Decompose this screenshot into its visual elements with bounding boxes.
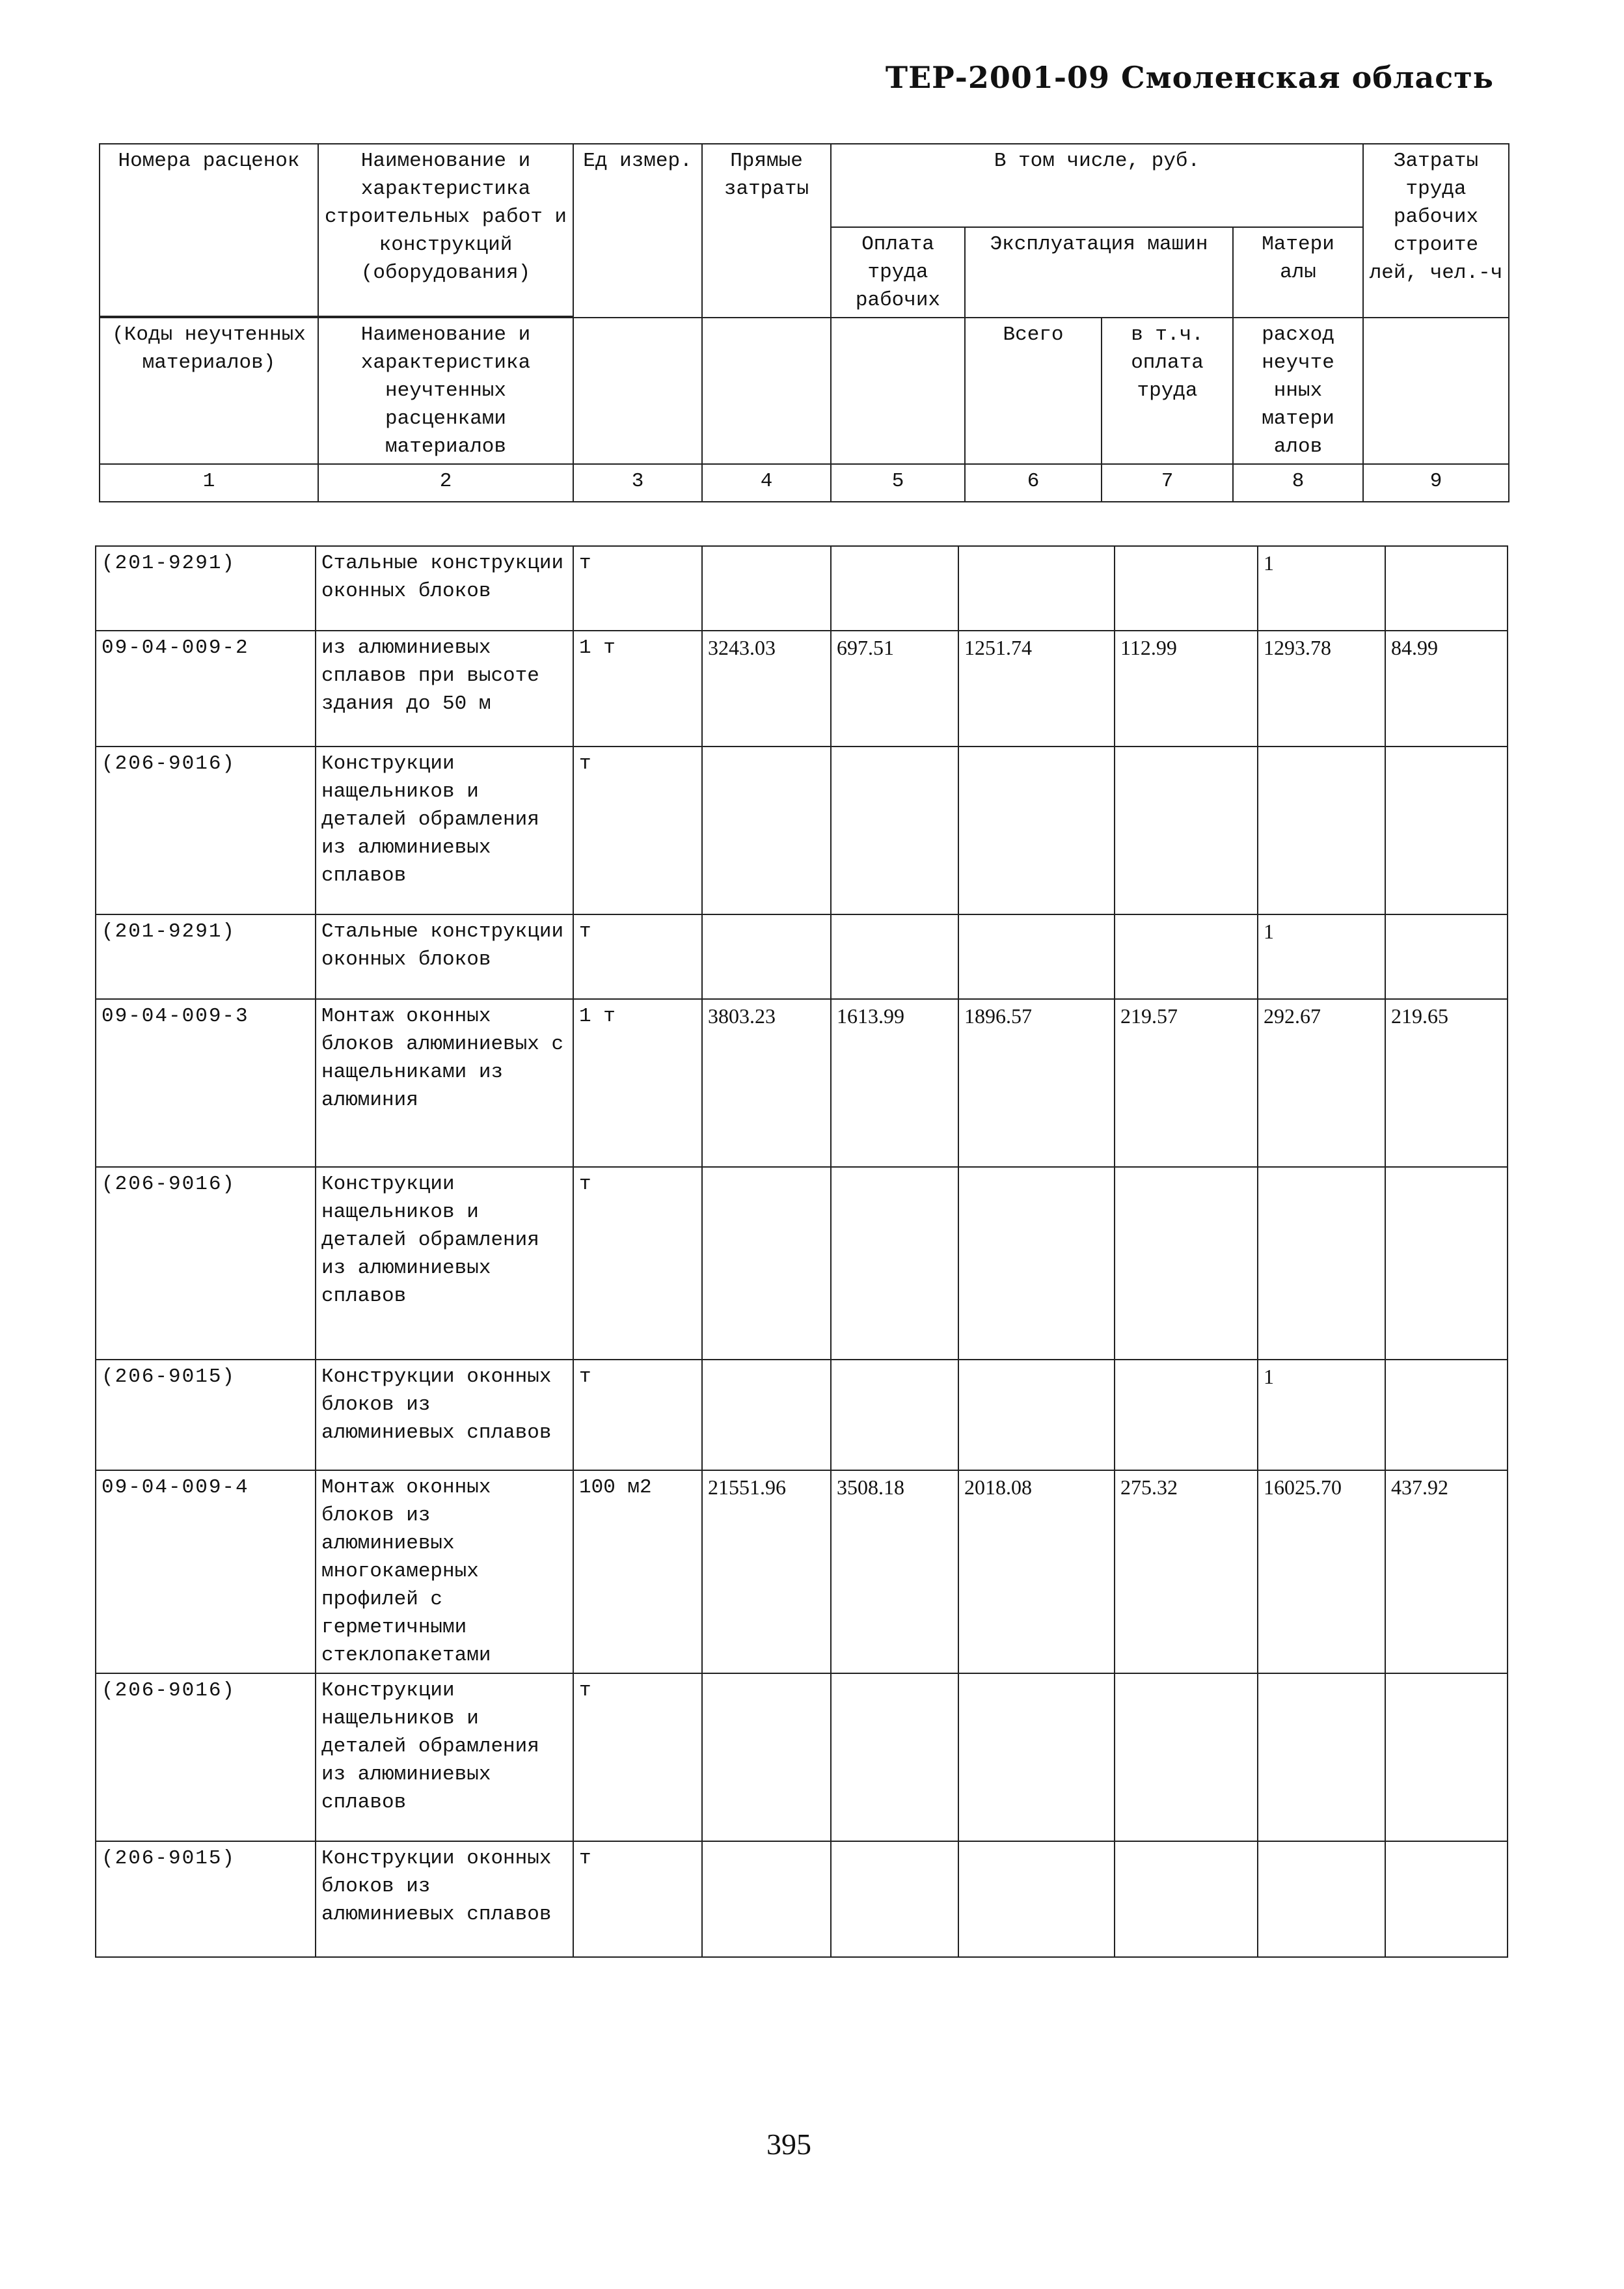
header-col4-cont xyxy=(702,318,831,464)
header-col7: в т.ч. оплата труда xyxy=(1102,318,1233,464)
cell-direct: 3243.03 xyxy=(702,631,831,747)
cell-labor-hours: 219.65 xyxy=(1385,999,1508,1167)
cell-code: (206-9016) xyxy=(96,1167,316,1360)
column-number: 2 xyxy=(318,464,573,502)
column-number: 4 xyxy=(702,464,831,502)
cell-unit: т xyxy=(573,1673,702,1841)
cell-labor xyxy=(831,914,958,999)
column-number: 6 xyxy=(965,464,1102,502)
header-col6: Всего xyxy=(965,318,1102,464)
table-row xyxy=(96,1167,1508,1360)
cell-name: Монтаж оконных блоков алюминиевых с нащельниками из алюминия xyxy=(316,999,573,1167)
header-col1-spacer xyxy=(100,227,318,316)
cell-machines-labor xyxy=(1115,1167,1258,1360)
column-number: 3 xyxy=(573,464,702,502)
header-col8-bottom: расход неучте нных матери алов xyxy=(1233,318,1363,464)
cell-code: 09-04-009-3 xyxy=(96,999,316,1167)
column-number: 7 xyxy=(1102,464,1233,502)
cell-materials: 16025.70 xyxy=(1258,1470,1385,1673)
cell-materials xyxy=(1258,1167,1385,1360)
cell-machines-labor xyxy=(1115,1360,1258,1470)
cell-code: (201-9291) xyxy=(96,914,316,999)
column-number: 1 xyxy=(100,464,318,502)
table-row xyxy=(96,914,1508,999)
cell-labor xyxy=(831,747,958,914)
cell-unit: 1 т xyxy=(573,631,702,747)
cell-direct xyxy=(702,1841,831,1957)
document-title: ТЕР-2001-09 Смоленская область xyxy=(885,60,1494,95)
cell-name: Конструкции нащельников и деталей обрамления из алюминиевых сплавов xyxy=(316,747,573,914)
cell-name: Конструкции нащельников и деталей обрамления из алюминиевых сплавов xyxy=(316,1167,573,1360)
page-number: 395 xyxy=(766,2128,811,2161)
cell-code: (206-9016) xyxy=(96,1673,316,1841)
cell-materials xyxy=(1258,1841,1385,1957)
header-table xyxy=(99,143,1509,502)
cell-labor-hours xyxy=(1385,1167,1508,1360)
cell-direct: 3803.23 xyxy=(702,999,831,1167)
cell-machines xyxy=(958,1673,1115,1841)
cell-unit: т xyxy=(573,747,702,914)
cell-name: из алюминиевых сплавов при высоте здания до 50 м xyxy=(316,631,573,747)
table-row xyxy=(96,1673,1508,1841)
table-row xyxy=(96,747,1508,914)
cell-labor-hours xyxy=(1385,1673,1508,1841)
cell-materials: 1 xyxy=(1258,914,1385,999)
header-col3: Ед измер. xyxy=(573,144,702,318)
cell-code: 09-04-009-2 xyxy=(96,631,316,747)
cell-machines-labor: 275.32 xyxy=(1115,1470,1258,1673)
cell-name: Стальные конструкции оконных блоков xyxy=(316,546,573,631)
table-row xyxy=(96,1360,1508,1470)
cell-machines xyxy=(958,546,1115,631)
cell-labor xyxy=(831,1673,958,1841)
header-col4: Прямые затраты xyxy=(702,144,831,318)
cell-direct xyxy=(702,1673,831,1841)
cell-labor: 697.51 xyxy=(831,631,958,747)
cell-machines-labor xyxy=(1115,546,1258,631)
table-row xyxy=(96,1470,1508,1673)
cell-labor-hours xyxy=(1385,546,1508,631)
cell-unit: т xyxy=(573,1167,702,1360)
cell-direct xyxy=(702,546,831,631)
cell-labor xyxy=(831,1167,958,1360)
cell-machines xyxy=(958,1841,1115,1957)
cell-labor-hours: 437.92 xyxy=(1385,1470,1508,1673)
table-row xyxy=(96,546,1508,631)
cell-machines xyxy=(958,1360,1115,1470)
cell-machines-labor xyxy=(1115,914,1258,999)
cell-code: (206-9016) xyxy=(96,747,316,914)
cell-unit: 1 т xyxy=(573,999,702,1167)
header-col8-top: Матери алы xyxy=(1233,227,1363,318)
cell-machines xyxy=(958,1167,1115,1360)
cell-materials: 292.67 xyxy=(1258,999,1385,1167)
cell-direct xyxy=(702,914,831,999)
cell-name: Конструкции оконных блоков из алюминиевых сплавов xyxy=(316,1360,573,1470)
cell-code: (201-9291) xyxy=(96,546,316,631)
table-row xyxy=(96,999,1508,1167)
header-col2-top: Наименование и характеристика строительных работ и конструкций (оборудования) xyxy=(318,144,573,316)
cell-direct xyxy=(702,1167,831,1360)
header-col1-bottom: (Коды неучтенных материалов) xyxy=(100,318,318,464)
cell-machines: 1251.74 xyxy=(958,631,1115,747)
table-row xyxy=(96,631,1508,747)
cell-code: (206-9015) xyxy=(96,1360,316,1470)
cell-unit: т xyxy=(573,1841,702,1957)
column-numbers-row xyxy=(100,464,1509,502)
column-number: 5 xyxy=(831,464,965,502)
cell-materials xyxy=(1258,1673,1385,1841)
cell-direct xyxy=(702,1360,831,1470)
header-col1-top: Номера расценок xyxy=(100,144,318,227)
header-col9: Затраты труда рабочих строите лей, чел.-ч xyxy=(1363,144,1509,318)
header-col5: Оплата труда рабочих xyxy=(831,227,965,318)
cell-direct: 21551.96 xyxy=(702,1470,831,1673)
cell-labor-hours xyxy=(1385,1360,1508,1470)
cell-machines-labor: 112.99 xyxy=(1115,631,1258,747)
cell-unit: т xyxy=(573,1360,702,1470)
header-col9-cont xyxy=(1363,318,1509,464)
cell-machines-labor xyxy=(1115,1841,1258,1957)
cell-name: Стальные конструкции оконных блоков xyxy=(316,914,573,999)
column-number: 9 xyxy=(1363,464,1509,502)
cell-name: Конструкции нащельников и деталей обрамления из алюминиевых сплавов xyxy=(316,1673,573,1841)
header-col2-bottom: Наименование и характеристика неучтенных расценками материалов xyxy=(318,318,573,464)
cell-materials: 1293.78 xyxy=(1258,631,1385,747)
cell-direct xyxy=(702,747,831,914)
cell-code: (206-9015) xyxy=(96,1841,316,1957)
cell-name: Монтаж оконных блоков из алюминиевых многокамерных профилей с герметичными стеклопакетами xyxy=(316,1470,573,1673)
cell-labor-hours xyxy=(1385,747,1508,914)
cell-code: 09-04-009-4 xyxy=(96,1470,316,1673)
table-row xyxy=(96,1841,1508,1957)
cell-materials: 1 xyxy=(1258,546,1385,631)
cell-labor: 1613.99 xyxy=(831,999,958,1167)
rates-table xyxy=(95,545,1508,1958)
header-col5-cont xyxy=(831,318,965,464)
cell-labor xyxy=(831,1841,958,1957)
cell-unit: т xyxy=(573,546,702,631)
cell-machines: 1896.57 xyxy=(958,999,1115,1167)
cell-machines-labor xyxy=(1115,1673,1258,1841)
cell-machines xyxy=(958,747,1115,914)
cell-labor-hours xyxy=(1385,914,1508,999)
cell-labor xyxy=(831,1360,958,1470)
cell-materials: 1 xyxy=(1258,1360,1385,1470)
cell-machines-labor xyxy=(1115,747,1258,914)
cell-labor-hours: 84.99 xyxy=(1385,631,1508,747)
header-machines: Эксплуатация машин xyxy=(965,227,1233,318)
header-group: В том числе, руб. xyxy=(831,144,1363,227)
cell-name: Конструкции оконных блоков из алюминиевых сплавов xyxy=(316,1841,573,1957)
cell-machines xyxy=(958,914,1115,999)
cell-machines-labor: 219.57 xyxy=(1115,999,1258,1167)
cell-labor: 3508.18 xyxy=(831,1470,958,1673)
cell-labor-hours xyxy=(1385,1841,1508,1957)
cell-unit: 100 м2 xyxy=(573,1470,702,1673)
header-col3-cont xyxy=(573,318,702,464)
cell-machines: 2018.08 xyxy=(958,1470,1115,1673)
cell-labor xyxy=(831,546,958,631)
column-number: 8 xyxy=(1233,464,1363,502)
cell-unit: т xyxy=(573,914,702,999)
cell-materials xyxy=(1258,747,1385,914)
